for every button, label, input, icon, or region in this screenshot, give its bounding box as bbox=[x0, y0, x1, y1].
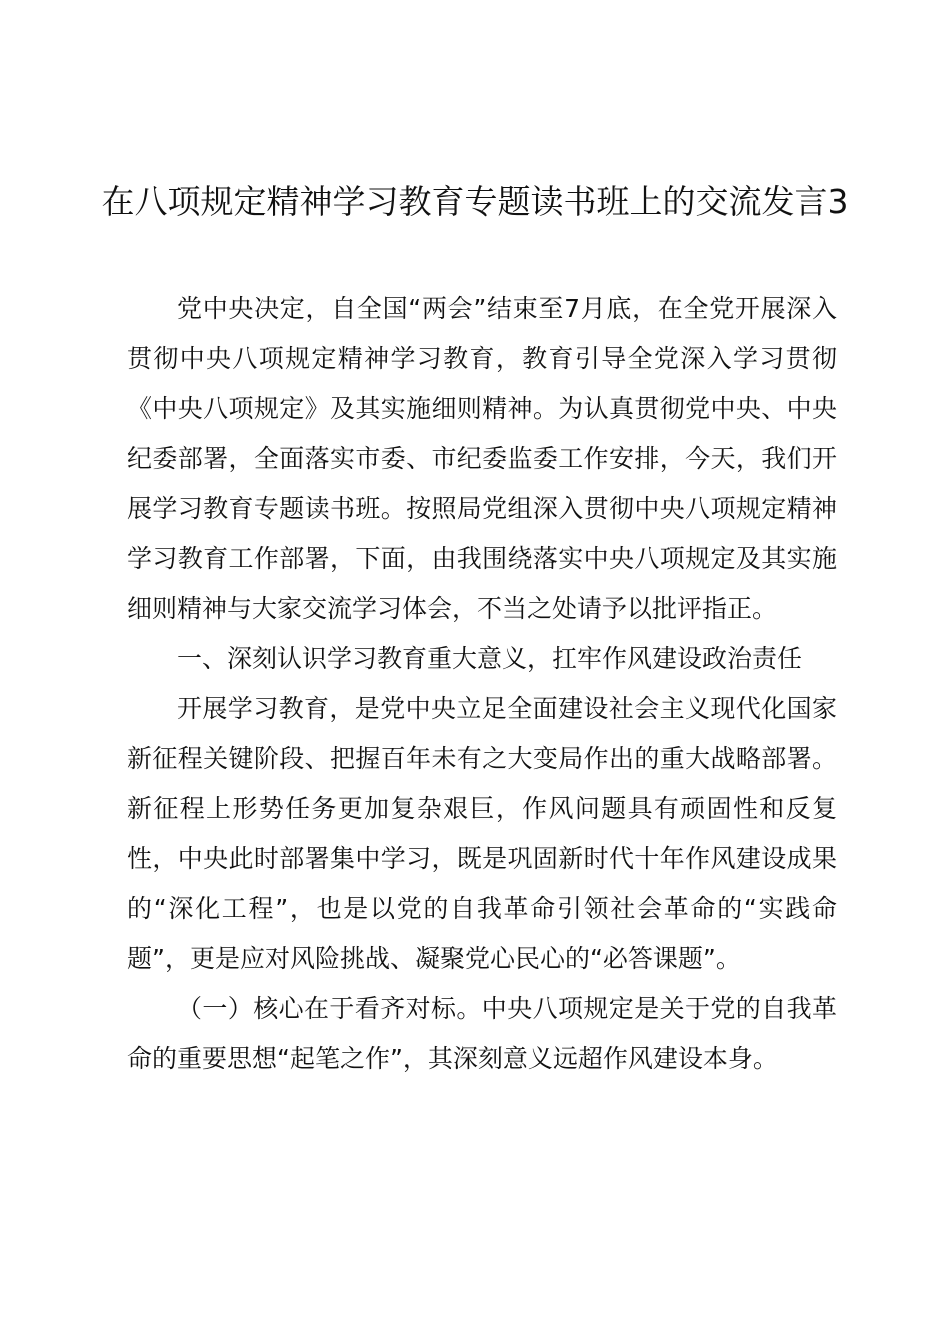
paragraph-intro: 党中央决定，自全国“两会”结束至7月底，在全党开展深入贯彻中央八项规定精神学习教育，教育引导全党深入学习贯彻《中央八项规定》及其实施细则精神。为认真贯彻党中央、中央纪委部署，全面落实市委、市纪委监委工作安排，今天，我们开展学习教育专题读书班。按照局党组深入贯彻中央八项规定精神学习教育工作部署，下面，由我围绕落实中央八项规定及其实施细则精神与大家交流学习体会，不当之处请予以批评指正。 bbox=[127, 294, 837, 623]
paragraph-subsection-1: （一）核心在于看齐对标。中央八项规定是关于党的自我革命的重要思想“起笔之作”，其深刻意义远超作风建设本身。 bbox=[127, 994, 837, 1073]
document-title: 在八项规定精神学习教育专题读书班上的交流发言3 bbox=[101, 182, 849, 221]
section-heading-1: 一、深刻认识学习教育重大意义，扛牢作风建设政治责任 bbox=[177, 644, 803, 673]
paragraph-section-1: 开展学习教育，是党中央立足全面建设社会主义现代化国家新征程关键阶段、把握百年未有之大变局作出的重大战略部署。新征程上形势任务更加复杂艰巨，作风问题具有顽固性和反复性，中央此时部署集中学习，既是巩固新时代十年作风建设成果的“深化工程”，也是以党的自我革命引领社会革命的“实践命题”，更是应对风险挑战、凝聚党心民心的“必答课题”。 bbox=[127, 694, 837, 973]
document-body bbox=[127, 284, 837, 1084]
